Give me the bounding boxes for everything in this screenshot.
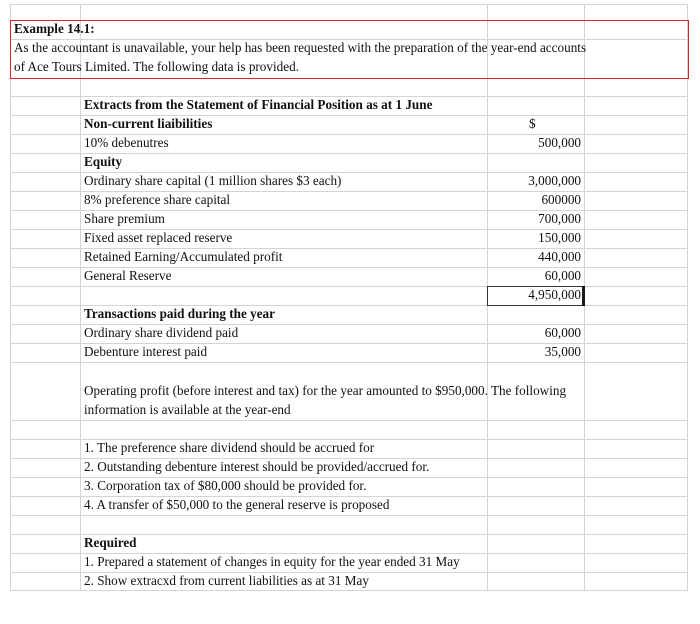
example-title: Example 14.1: bbox=[14, 21, 95, 36]
note-item: 3. Corporation tax of $80,000 should be provided for. bbox=[84, 478, 367, 493]
equity-item-label: Share premium bbox=[84, 211, 165, 226]
operating-profit-line-2: information is available at the year-end bbox=[84, 402, 291, 417]
equity-item-label: Retained Earning/Accumulated profit bbox=[84, 249, 283, 264]
equity-item-value: 700,000 bbox=[538, 211, 581, 226]
equity-item-label: General Reserve bbox=[84, 268, 172, 283]
selection-handle bbox=[582, 286, 585, 306]
transactions-heading: Transactions paid during the year bbox=[84, 306, 275, 321]
equity-item-value: 440,000 bbox=[538, 249, 581, 264]
equity-total-value: 4,950,000 bbox=[528, 287, 581, 302]
noncurrent-liabilities-label: Non-current liaibilities bbox=[84, 116, 213, 131]
required-heading: Required bbox=[84, 535, 137, 550]
equity-label: Equity bbox=[84, 154, 123, 169]
debentures-value: 500,000 bbox=[538, 135, 581, 150]
note-item: 2. Outstanding debenture interest should be provided/accrued for. bbox=[84, 459, 430, 474]
statement-heading: Extracts from the Statement of Financial Position as at 1 June bbox=[84, 97, 433, 112]
intro-line-2: of Ace Tours Limited. The following data is provided. bbox=[14, 59, 299, 74]
debentures-label: 10% debenutres bbox=[84, 135, 169, 150]
equity-item-value: 600000 bbox=[541, 192, 581, 207]
equity-item-value: 60,000 bbox=[544, 268, 581, 283]
transaction-label: Ordinary share dividend paid bbox=[84, 325, 239, 340]
transaction-label: Debenture interest paid bbox=[84, 344, 208, 359]
intro-line-1: As the accountant is unavailable, your help has been requested with the preparation of the year-end accounts bbox=[14, 40, 587, 55]
required-item: 1. Prepared a statement of changes in equity for the year ended 31 May bbox=[84, 554, 460, 569]
transaction-value: 35,000 bbox=[544, 344, 581, 359]
equity-item-value: 150,000 bbox=[538, 230, 581, 245]
transaction-value: 60,000 bbox=[544, 325, 581, 340]
equity-item-label: Fixed asset replaced reserve bbox=[84, 230, 233, 245]
currency-symbol: $ bbox=[529, 116, 536, 131]
required-item: 2. Show extracxd from current liabilities as at 31 May bbox=[84, 573, 369, 588]
equity-item-label: 8% preference share capital bbox=[84, 192, 231, 207]
operating-profit-line-1: Operating profit (before interest and tax) for the year amounted to $950,000. The following bbox=[84, 383, 567, 398]
note-item: 1. The preference share dividend should be accrued for bbox=[84, 440, 375, 455]
equity-item-label: Ordinary share capital (1 million shares $3 each) bbox=[84, 173, 342, 188]
equity-item-value: 3,000,000 bbox=[528, 173, 581, 188]
note-item: 4. A transfer of $50,000 to the general reserve is proposed bbox=[84, 497, 390, 512]
